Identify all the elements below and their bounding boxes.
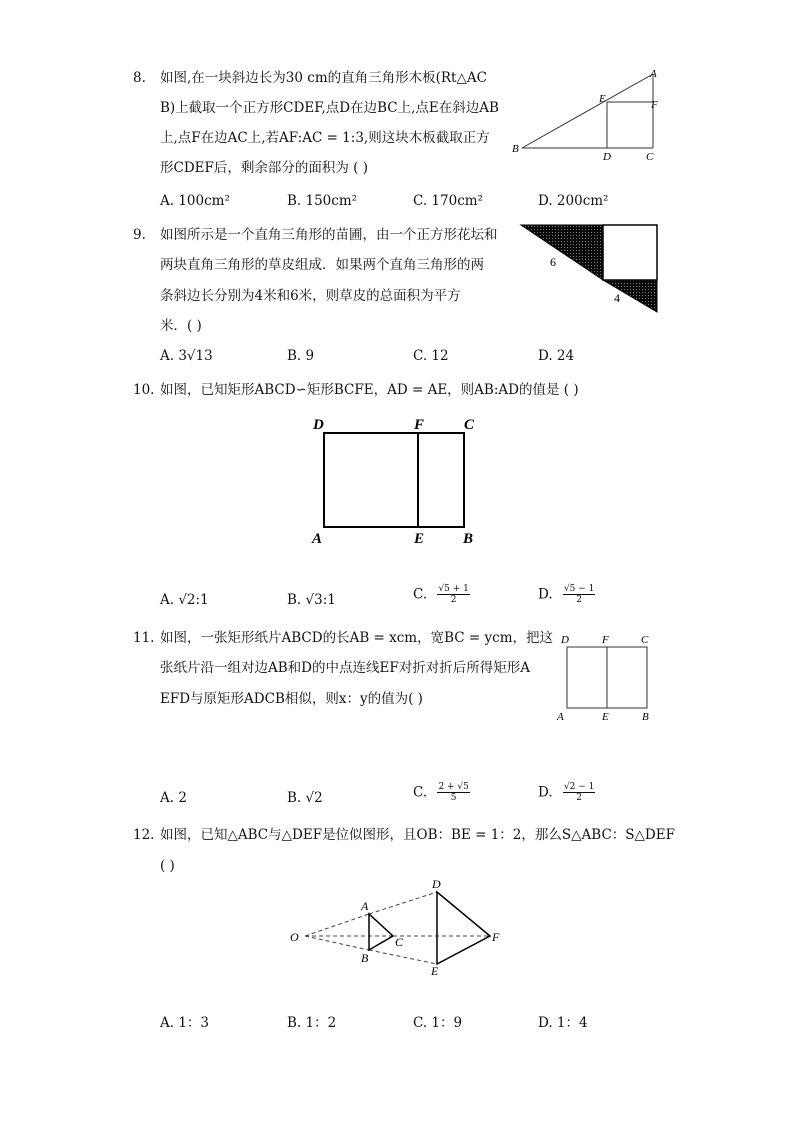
q8-option-d[interactable]: D. 200cm²	[538, 193, 609, 209]
q8-option-a[interactable]: A. 100cm²	[160, 193, 230, 209]
q8-line-3: 上,点F在边AC上,若AF:AC = 1:3,则这块木板截取正方	[160, 130, 490, 146]
q11-option-b[interactable]: B. √2	[287, 790, 323, 806]
q12-option-b[interactable]: B. 1：2	[287, 1015, 337, 1031]
q12-number: 12.	[133, 827, 155, 843]
q11-line-3: EFD与原矩形ADCB相似，则x：y的值为( )	[160, 691, 423, 707]
q12-line-2: ( )	[160, 858, 175, 874]
q12-option-a[interactable]: A. 1：3	[160, 1015, 210, 1031]
q12-label-a: A	[361, 899, 369, 913]
q9-label-six: 6	[550, 255, 556, 269]
q11-label-a: A	[557, 711, 564, 723]
q10-option-c[interactable]	[413, 584, 470, 605]
q12-label-e: E	[431, 964, 439, 978]
q8-option-c[interactable]: C. 170cm²	[413, 193, 483, 209]
q10-label-e: E	[414, 531, 425, 547]
q9-line-1: 如图所示是一个直角三角形的苗圃，由一个正方形花坛和	[160, 227, 498, 243]
q10-option-a[interactable]: A. √2:1	[160, 592, 209, 608]
q9-option-c[interactable]: C. 12	[413, 348, 449, 364]
q9-line-2: 两块直角三角形的草皮组成．如果两个直角三角形的两	[160, 257, 484, 273]
q10-label-b: B	[463, 531, 474, 547]
q10-label-d: D	[313, 417, 324, 433]
q11-label-f: F	[602, 634, 609, 646]
q9-option-d[interactable]: D. 24	[538, 348, 575, 364]
q10-option-d-letter: D.	[538, 586, 553, 603]
q8-line-1: 如图,在一块斜边长为30 cm的直角三角形木板(Rt△AC	[160, 70, 487, 86]
q11-line-1: 如图，一张矩形纸片ABCD的长AB = xcm，宽BC = ycm，把这	[160, 630, 553, 646]
q10-option-b[interactable]: B. √3:1	[287, 592, 336, 608]
q10-line-1: 如图，已知矩形ABCD∽矩形BCFE，AD = AE，则AB:AD的值是 ( )	[160, 382, 579, 398]
q8-line-2: B)上截取一个正方形CDEF,点D在边BC上,点E在斜边AB	[160, 100, 499, 116]
q11-line-2: 张纸片沿一组对边AB和D的中点连线EF对折对折后所得矩形A	[160, 660, 530, 676]
q11-option-d[interactable]	[538, 782, 595, 803]
q9-option-a[interactable]: A. 3√13	[160, 348, 213, 364]
q11-option-a[interactable]: A. 2	[160, 790, 187, 806]
q8-line-4: 形CDEF后，剩余部分的面积为 ( )	[160, 160, 368, 176]
q11-label-d: D	[561, 634, 569, 646]
q12-line-1: 如图，已知△ABC与△DEF是位似图形，且OB：BE = 1：2，那么S△ABC：S△DEF	[160, 827, 675, 843]
q11-option-d-letter: D.	[538, 784, 553, 801]
q9-option-b[interactable]: B. 9	[287, 348, 315, 364]
q12-label-c: C	[395, 935, 404, 949]
q9-label-four: 4	[614, 291, 620, 305]
q12-option-c[interactable]: C. 1：9	[413, 1015, 463, 1031]
q8-figure	[508, 64, 668, 164]
q10-option-c-letter: C.	[413, 586, 428, 603]
q9-figure	[518, 222, 663, 314]
q11-option-c-letter: C.	[413, 784, 428, 801]
q11-label-e: E	[602, 711, 609, 723]
q8-label-a: A	[650, 68, 657, 80]
q10-label-a: A	[312, 531, 323, 547]
q11-figure	[552, 630, 662, 725]
q8-label-c: C	[646, 151, 654, 163]
q8-label-f: F	[651, 99, 658, 111]
q10-option-d[interactable]	[538, 584, 595, 605]
q10-number: 10.	[133, 382, 155, 398]
q10-figure	[308, 410, 483, 550]
q11-option-c-fraction: $\frac{2 + √5}{5}$	[438, 782, 469, 803]
q12-label-b: B	[361, 951, 369, 965]
q11-label-b: B	[642, 711, 649, 723]
q8-label-e: E	[599, 93, 606, 105]
q8-label-b: B	[512, 143, 519, 155]
q8-number: 8.	[133, 70, 146, 86]
q12-label-d: D	[432, 877, 441, 891]
q11-option-c[interactable]	[413, 782, 470, 803]
q12-label-o: O	[290, 930, 299, 944]
q10-label-f: F	[414, 417, 425, 433]
q11-label-c: C	[641, 634, 649, 646]
q11-option-d-fraction: $\frac{√2 - 1}{2}$	[563, 782, 595, 803]
q9-line-3: 条斜边长分别为4米和6米，则草皮的总面积为平方	[160, 288, 461, 304]
q9-line-4: 米．( )	[160, 318, 202, 334]
q12-option-d[interactable]: D. 1：4	[538, 1015, 588, 1031]
q11-number: 11.	[133, 630, 155, 646]
q10-label-c: C	[464, 417, 475, 433]
q8-option-b[interactable]: B. 150cm²	[287, 193, 358, 209]
q9-number: 9.	[133, 227, 146, 243]
q8-label-d: D	[603, 151, 611, 163]
q12-label-f: F	[492, 930, 500, 944]
q12-figure	[285, 872, 515, 982]
q10-option-d-fraction: $\frac{√5 - 1}{2}$	[563, 584, 595, 605]
q10-option-c-fraction: $\frac{√5 + 1}{2}$	[438, 584, 469, 605]
